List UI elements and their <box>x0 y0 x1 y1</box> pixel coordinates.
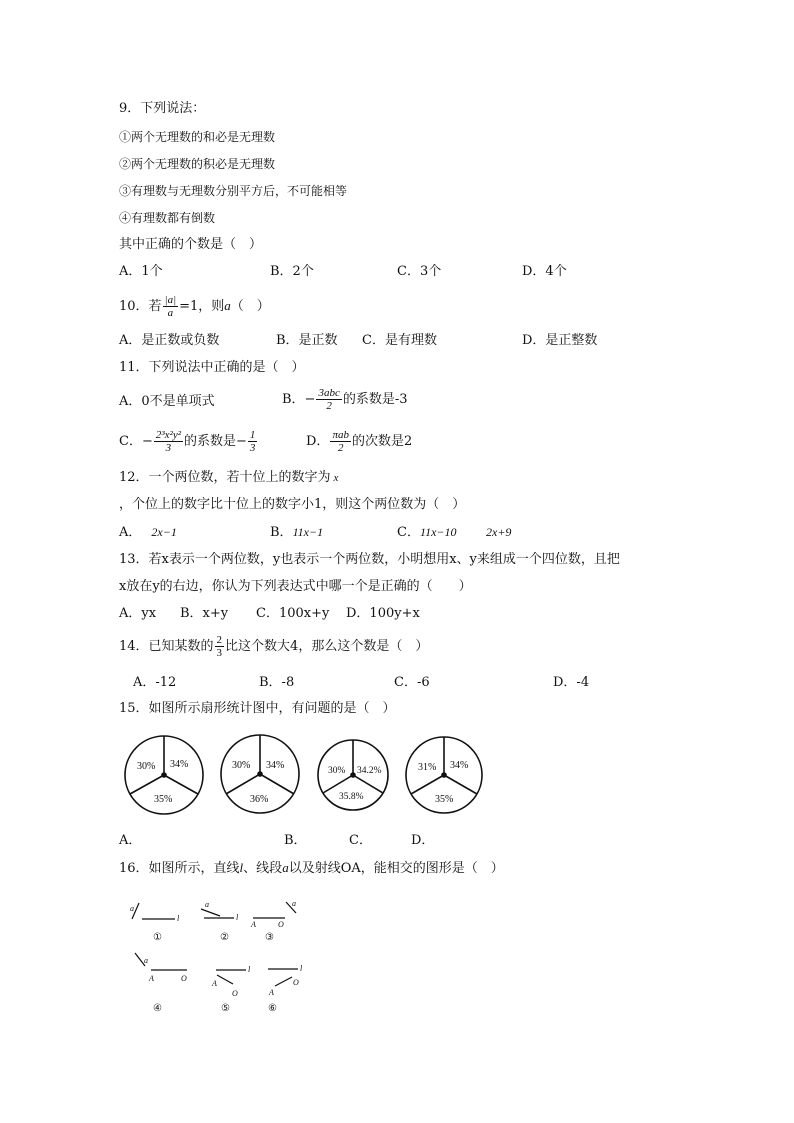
q15-label-b: B． <box>284 833 307 848</box>
q11-d-suffix: 的次数是2 <box>351 434 413 449</box>
q13-option-c: C．100x+y <box>256 606 330 621</box>
q9-statement-3: ③有理数与无理数分别平方后，不可能相等 <box>119 184 348 198</box>
q15-pie-charts <box>110 728 500 828</box>
q10-option-d: D．是正整数 <box>522 333 598 348</box>
q12-option-d-expr: 2x+9 <box>486 525 512 539</box>
q10-suffix: （ ） <box>230 299 270 314</box>
q16-a: a <box>282 860 289 875</box>
q11-c-fden: 3 <box>249 442 256 454</box>
q13-option-a: A．yx <box>119 606 157 621</box>
q11-b-fraction <box>316 387 341 412</box>
q10-fraction-num: |a| <box>164 294 177 306</box>
q14-stem <box>119 633 428 661</box>
q16-figure-3 <box>250 899 296 943</box>
fig4-label-A: A <box>149 974 154 983</box>
q11-c-den: 3 <box>165 442 172 454</box>
fig6-number: ⑥ <box>268 1003 277 1014</box>
q14-option-b: B．-8 <box>259 675 295 690</box>
q16-mid: 、线段 <box>243 861 283 876</box>
q9-option-a: A．1个 <box>119 264 163 279</box>
q15-label-d: D． <box>411 833 435 848</box>
q12-a-label: A． <box>119 525 142 540</box>
pie-d-slice-1: 31% <box>418 762 437 773</box>
pie-b-slice-1: 30% <box>232 760 251 771</box>
fig2-label-a: a <box>205 900 209 909</box>
pie-d-slice-2: 34% <box>450 760 469 771</box>
pie-c-slice-3: 35.8% <box>339 792 364 802</box>
q10-mid: =1，则 <box>179 299 225 314</box>
q14-option-c: C．-6 <box>394 675 430 690</box>
fig5-label-A: A <box>212 979 217 988</box>
q16-figure-5 <box>211 965 251 1014</box>
fig3-number: ③ <box>265 932 274 943</box>
q12-a-expr: 2x−1 <box>151 525 177 539</box>
q10-prefix: 10．若 <box>119 299 162 314</box>
q10-fraction-den: a <box>167 307 174 319</box>
pie-a-slice-1: 30% <box>137 761 156 772</box>
q9-option-d: D．4个 <box>522 264 567 279</box>
q11-option-c <box>119 428 258 456</box>
q11-c-fraction2 <box>248 429 258 454</box>
q12-b-label: B． <box>270 525 293 540</box>
pie-a-slice-2: 34% <box>170 759 189 770</box>
q13-option-d: D．100y+x <box>346 606 420 621</box>
q15-label-c: C． <box>349 833 372 848</box>
q11-c-prefix: C．− <box>119 434 153 449</box>
pie-chart-a <box>125 736 203 814</box>
q11-option-a: A．0不是单项式 <box>119 394 215 409</box>
pie-a-slice-3: 35% <box>154 794 173 805</box>
q16-figures <box>120 893 320 1018</box>
q16-prefix: 16．如图所示，直线 <box>119 861 240 876</box>
q16-l: l <box>239 860 244 875</box>
q9-statement-4: ④有理数都有倒数 <box>119 211 216 225</box>
q10-option-c: C．是有理数 <box>362 333 437 348</box>
q16-stem <box>119 859 504 878</box>
q11-b-den: 2 <box>326 400 332 412</box>
q15-stem: 15．如图所示扇形统计图中，有问题的是（ ） <box>119 701 396 716</box>
fig6-label-O: O <box>293 978 299 987</box>
q13-line1: 13．若x表示一个两位数，y也表示一个两位数，小明想用x、y来组成一个四位数，且把 <box>119 552 620 567</box>
q13-option-b: B．x+y <box>180 606 229 621</box>
fig6-label-l: l <box>300 964 303 973</box>
q10-stem <box>119 293 270 320</box>
fig4-label-a: a <box>144 956 148 965</box>
q13-line2: x放在y的右边，你认为下列表达式中哪一个是正确的（ ） <box>119 579 472 594</box>
q11-b-prefix: B．− <box>282 392 316 407</box>
fig5-label-O: O <box>232 989 238 998</box>
fig1-label-l: l <box>177 914 180 923</box>
pie-b-slice-2: 34% <box>266 760 285 771</box>
q11-b-suffix: 的系数是-3 <box>342 392 408 407</box>
q11-d-den: 2 <box>337 442 344 454</box>
q9-statement-2: ②两个无理数的积必是无理数 <box>119 157 276 171</box>
q11-stem: 11．下列说法中正确的是（ ） <box>119 360 305 375</box>
fig5-label-l: l <box>248 965 251 974</box>
q10-option-b: B．是正数 <box>276 333 338 348</box>
q14-option-d: D．-4 <box>553 675 590 690</box>
q12-c-expr: 11x−10 <box>419 525 457 539</box>
q11-d-prefix: D． <box>306 434 330 449</box>
q14-option-a: A．-12 <box>133 675 177 690</box>
fig6-label-A: A <box>269 988 274 997</box>
q11-d-num: πab <box>332 429 349 441</box>
q12-option-b <box>270 523 323 542</box>
pie-c-slice-1: 30% <box>328 766 346 776</box>
fig3-label-a: a <box>292 899 296 908</box>
q16-figure-2 <box>201 900 239 943</box>
q16-figure-4 <box>135 953 187 1014</box>
q10-var: a <box>224 298 231 313</box>
q12-var: x <box>333 472 339 484</box>
pie-chart-d <box>406 737 482 813</box>
q11-option-b <box>282 386 408 414</box>
q16-figure-1 <box>130 903 180 943</box>
q14-prefix: 14．已知某数的 <box>119 639 214 654</box>
q14-fraction-den: 3 <box>216 647 223 659</box>
pie-d-slice-3: 35% <box>435 794 454 805</box>
pie-chart-b <box>221 735 299 813</box>
pie-chart-c <box>318 740 388 810</box>
fig4-number: ④ <box>153 1003 162 1014</box>
fig1-label-a: a <box>130 904 134 913</box>
q11-option-d <box>306 428 412 456</box>
q14-fraction-num: 2 <box>216 634 223 646</box>
q14-suffix: 比这个数大4，那么这个数是（ ） <box>225 639 429 654</box>
q11-c-num: 2³x²y² <box>155 429 182 441</box>
fig2-number: ② <box>220 932 229 943</box>
q11-b-num: 3abc <box>318 387 340 399</box>
pie-b-slice-3: 36% <box>250 794 269 805</box>
fig3-label-O: O <box>278 920 284 929</box>
q11-d-fraction <box>330 429 351 454</box>
fig1-number: ① <box>153 932 162 943</box>
q12-line2: ，个位上的数字比十位上的数字小1，则这个两位数为（ ） <box>119 497 466 512</box>
fig3-label-A: A <box>251 920 256 929</box>
fig2-label-l: l <box>236 913 239 922</box>
q16-suffix: 以及射线OA，能相交的图形是（ ） <box>288 861 504 876</box>
q10-option-a: A．是正数或负数 <box>119 333 220 348</box>
q14-fraction <box>215 634 225 659</box>
q9-option-b: B．2个 <box>270 264 314 279</box>
fig5-number: ⑤ <box>221 1003 230 1014</box>
q12-line1-text: 12．一个两位数，若十位上的数字为 <box>119 470 331 485</box>
fig4-label-O: O <box>181 974 187 983</box>
q12-line1 <box>119 469 338 487</box>
q9-stem: 9．下列说法： <box>119 101 206 116</box>
q16-figure-6 <box>268 964 303 1014</box>
q11-c-mid: 的系数是− <box>184 434 247 449</box>
q12-c-label: C． <box>397 525 420 540</box>
q9-ask: 其中正确的个数是（ ） <box>119 237 263 252</box>
q12-option-c <box>397 523 457 542</box>
q9-statement-1: ①两个无理数的和必是无理数 <box>119 130 276 144</box>
q11-c-fnum: 1 <box>249 429 256 441</box>
q12-b-expr: 11x−1 <box>292 525 324 539</box>
q10-fraction <box>163 294 179 319</box>
pie-c-slice-2: 34.2% <box>357 766 382 776</box>
q9-option-c: C．3个 <box>397 264 442 279</box>
q12-option-a <box>119 523 177 542</box>
q11-c-fraction <box>154 429 183 454</box>
q15-label-a: A． <box>119 833 142 848</box>
